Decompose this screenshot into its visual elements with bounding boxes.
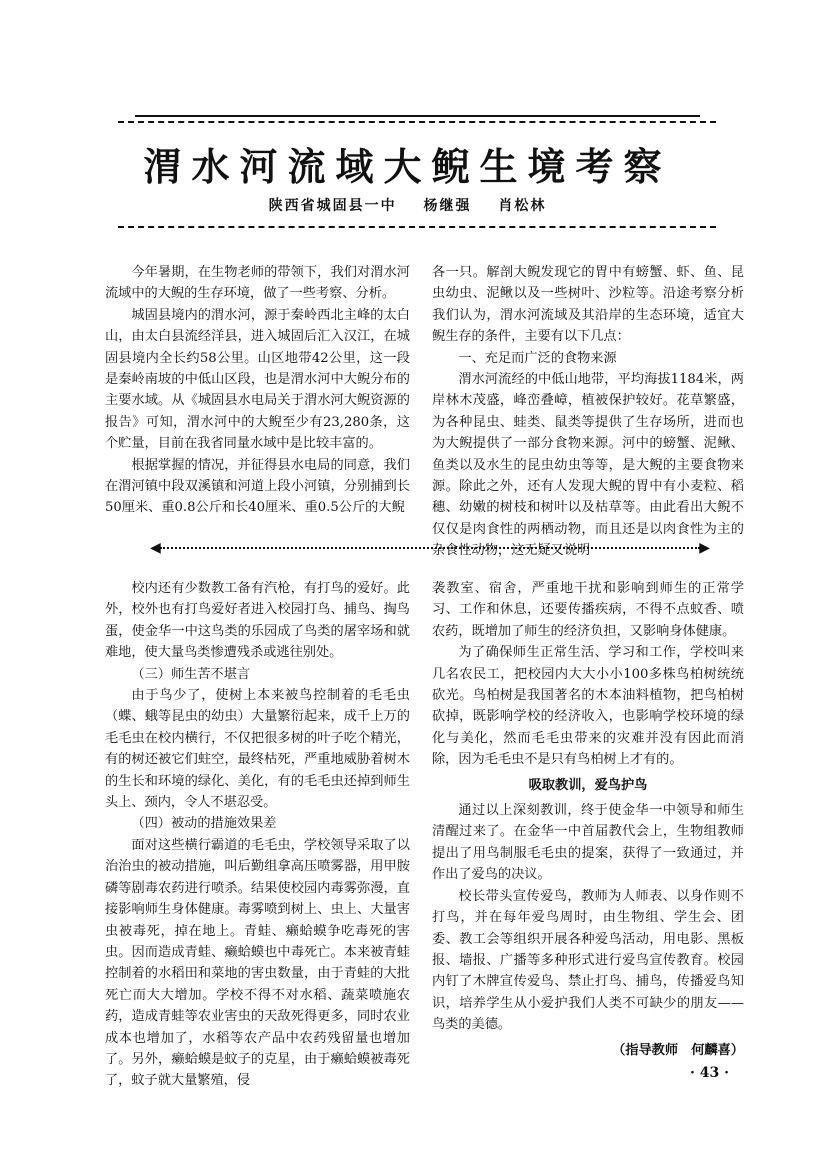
section-heading: 一、充足而广泛的食物来源 <box>458 350 617 366</box>
paragraph: 袭教室、宿舍，严重地干扰和影响到师生的正常学习、工作和休息，还要传播疾病，不得不点蚊香、喷农药，既增加了师生的经济负担，又影响身体健康。 <box>432 581 744 639</box>
paragraph: 校内还有少数教工备有汽枪，有打鸟的爱好。此外，校外也有打鸟爱好者进入校园打鸟、捕鸟、掏鸟蛋，使金华一中这鸟类的乐园成了鸟类的屠宰场和就难地，使大量鸟类惨遭残杀或逃往别处。 <box>105 581 410 661</box>
paragraph: 各一只。解剖大鲵发现它的胃中有螃蟹、虾、鱼、昆虫幼虫、泥鳅以及一些树叶、沙粒等。沿途考察分析我们认为，渭水河流域及其沿岸的生态环境，适宜大鲵生存的条件，主要有以下几点： <box>432 265 744 345</box>
column-lower-right <box>432 578 744 1061</box>
byline <box>0 195 815 215</box>
paragraph: 由于鸟少了，使树上本来被鸟控制着的毛毛虫（蝶、蛾等昆虫的幼虫）大量繁衍起来，成千上万的毛毛虫在校内横行，不仅把很多树的叶子吃个精光，有的树还被它们蛀空，最终枯死，严重地威胁着树木的生长和环境的绿化、美化，有的毛毛虫还掉到师生头上、颈内，令人不堪忍受。 <box>105 688 410 811</box>
paragraph: 校长带头宣传爱鸟，教师为人师表、以身作则不打鸟，并在每年爱鸟周时，由生物组、学生会、团委、教工会等组织开展各种爱鸟活动，用电影、黑板报、墙报、广播等多种形式进行爱鸟宣传教育。校园内钉了木牌宣传爱鸟、禁止打鸟、捕鸟，传播爱鸟知识，培养学生从小爱护我们人类不可缺少的朋友——鸟类的美德。 <box>432 888 744 1033</box>
top-dashed-rule <box>118 121 716 123</box>
article-title: 渭水河流域大鲵生境考察 <box>143 144 672 189</box>
paragraph: 通过以上深刻教训，终于使金华一中领导和师生清醒过来了。在金华一中首届教代会上，生物组教师提出了用鸟制服毛毛虫的提案，获得了一致通过，并作出了爱鸟的决议。 <box>432 803 744 883</box>
section-heading: （四）被动的措施效果差 <box>131 816 277 832</box>
header-dashed-rule <box>118 226 716 228</box>
paragraph: 今年暑期，在生物老师的带领下，我们对渭水河流域中的大鲵的生存环境，做了一些考察、分析。 <box>105 265 410 302</box>
paragraph: 为了确保师生正常生活、学习和工作，学校叫来几名农民工，把校园内大大小小100多株鸟柏树统统砍光。鸟柏树是我国著名的木本油料植物，把鸟柏树砍掉，既影响学校的经济收入，也影响学校环境的绿化与美化，然而毛毛虫带来的灾难并没有因此而消除，因为毛毛虫不是只有鸟柏树上才有的。 <box>432 645 744 768</box>
section-heading: （三）师生苦不堪言 <box>131 666 251 682</box>
paragraph: 面对这些横行霸道的毛毛虫，学校领导采取了以治治虫的被动措施，叫后勤组拿高压喷雾器，用甲胺磷等剧毒农药进行喷杀。结果使校园内毒雾弥漫，直接影响师生身体健康。毒雾喷到树上、虫上、大量害虫被毒死，掉在地上。青蛙、癞蛤蟆争吃毒死的害虫。因而造成青蛙、癞蛤蟆也中毒死亡。本来被青蛙控制着的水稻田和菜地的害虫数量，由于青蛙的大批死亡而大大增加。学校不得不对水稻、蔬菜喷施农药，造成青蛙等农业害虫的天敌死得更多，同时农业成本也增加了，水稻等农产品中农药残留量也增加了。另外，癞蛤蟆是蚊子的克星，由于癞蛤蟆被毒死了，蚊子就大量繁殖，侵 <box>105 837 410 1089</box>
top-rule <box>135 115 700 117</box>
column-upper-left <box>105 262 410 519</box>
advisor-credit: （指导教师 何麟喜） <box>612 1042 744 1058</box>
author-name-2: 肖松林 <box>498 198 547 214</box>
article-divider <box>150 540 710 556</box>
column-upper-right <box>432 262 744 562</box>
section-heading: 吸取教训，爱鸟护鸟 <box>528 777 648 793</box>
arrow-left-icon: ◀ <box>150 540 161 556</box>
paragraph: 根据掌握的情况，并征得县水电局的同意，我们在渭河镇中段双溪镇和河道上段小河镇，分别捕到长50厘米、重0.8公斤和长40厘米、重0.5公斤的大鲵 <box>105 457 410 516</box>
column-lower-left <box>105 578 410 1092</box>
arrow-right-icon: ▶ <box>699 540 710 556</box>
paragraph: 城固县境内的渭水河，源于秦岭西北主峰的太白山，由太白县流经洋县，进入城固后汇入汉江，在城固县境内全长约58公里。山区地带42公里，这一段是秦岭南坡的中低山区段，也是渭水河中大鲵分布的主要水域。从《城固县水电局关于渭水河大鲵资源的报告》可知，渭水河中的大鲵至少有23,280条，这个贮量，目前在我省同量水域中是比较丰富的。 <box>105 307 410 452</box>
page-number: · 43 · <box>690 1065 729 1081</box>
dotted-line <box>160 547 700 549</box>
author-school: 陕西省城固县一中 <box>268 198 397 214</box>
paragraph: 渭水河流经的中低山地带，平均海拔1184米，两岸林木茂盛，峰峦叠嶂，植被保护较好。花草繁盛，为各种昆虫、蛙类、鼠类等提供了生存场所，进而也为大鲵提供了一部分食物来源。河中的螃蟹、泥鳅、鱼类以及水生的昆虫幼虫等等，是大鲵的主要食物来源。除此之外，还有人发现大鲵的胃中有小麦粒、稻穗、幼嫩的树枝和树叶以及枯草等。由此看出大鲵不仅仅是肉食性的两栖动物，而且还是以肉食性为主的杂食性动物，这无疑又说明 <box>432 372 744 559</box>
author-name-1: 杨继强 <box>423 198 472 214</box>
